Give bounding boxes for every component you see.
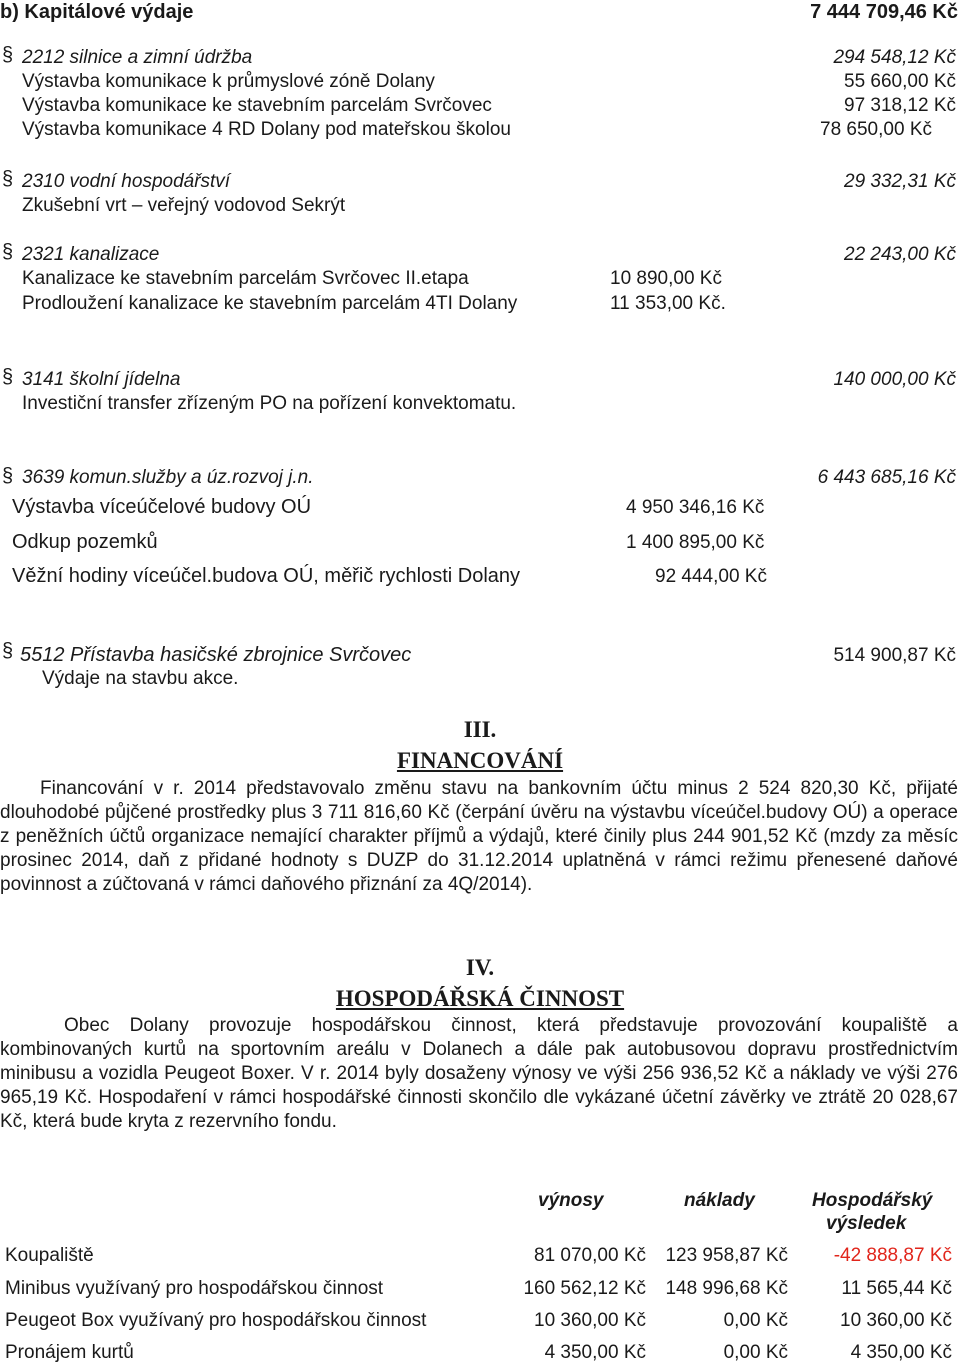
table-row-name: Minibus využívaný pro hospodářskou činnost — [5, 1278, 384, 1299]
column-header-income: výnosy — [538, 1190, 604, 1211]
table-row-name: Peugeot Box využívaný pro hospodářskou činnost — [5, 1310, 427, 1331]
table-cell-result: 10 360,00 Kč — [840, 1310, 952, 1331]
section-symbol: § — [2, 168, 14, 190]
group-amount: 140 000,00 Kč — [833, 369, 956, 390]
table-cell-income: 81 070,00 Kč — [534, 1245, 646, 1266]
table-cell-income: 160 562,12 Kč — [523, 1278, 646, 1299]
group-amount: 6 443 685,16 Kč — [817, 467, 956, 488]
item-label: Kanalizace ke stavebním parcelám Svrčovec II.etapa — [22, 268, 469, 289]
item-amount: 11 353,00 Kč. — [610, 293, 726, 314]
column-header-cost: náklady — [684, 1190, 755, 1211]
group-amount: 29 332,31 Kč — [844, 171, 956, 192]
item-label: Výdaje na stavbu akce. — [42, 668, 239, 689]
table-cell-result: -42 888,87 Kč — [833, 1245, 952, 1266]
group-title: 2212 silnice a zimní údržba — [22, 47, 253, 68]
item-amount: 92 444,00 Kč — [655, 566, 767, 587]
table-cell-result: 11 565,44 Kč — [841, 1278, 952, 1299]
group-title: 3639 komun.služby a úz.rozvoj j.n. — [22, 467, 314, 488]
item-label: Investiční transfer zřízeným PO na pořízení konvektomatu. — [22, 393, 517, 414]
group-amount: 514 900,87 Kč — [833, 645, 956, 666]
item-amount: 97 318,12 Kč — [844, 95, 956, 116]
item-amount: 55 660,00 Kč — [844, 71, 956, 92]
section-total: 7 444 709,46 Kč — [810, 1, 958, 23]
item-label: Výstavba komunikace 4 RD Dolany pod mateřskou školou — [22, 119, 511, 140]
table-cell-cost: 148 996,68 Kč — [665, 1278, 788, 1299]
table-cell-income: 4 350,00 Kč — [544, 1342, 646, 1363]
group-amount: 22 243,00 Kč — [844, 244, 956, 265]
section-symbol: § — [2, 44, 14, 66]
table-cell-income: 10 360,00 Kč — [534, 1310, 646, 1331]
item-amount: 4 950 346,16 Kč — [626, 497, 765, 518]
item-label: Věžní hodiny víceúčel.budova OÚ, měřič rychlosti Dolany — [12, 565, 521, 587]
financing-paragraph: Financování v r. 2014 představovalo změnu stavu na bankovním účtu minus 2 524 820,30 Kč, přijaté dlouhodobé půjčené prostředky plus 3 711 816,60 Kč (čerpání úvěru na výstavbu víceúčel.budovy OÚ) a operace z peněžních účtů organizace nemající charakter příjmů a výdajů, které činily plus 244 901,52 Kč (mzdy za měsíc prosinec 2014, daň z přidané hodnoty s DUZP do 31.12.2014 uplatněná v rámci režimu přenesené daňové povinnost a zúčtovaná v rámci daňového přiznání za 4Q/2014). — [0, 778, 958, 895]
table-row-name: Pronájem kurtů — [5, 1342, 134, 1363]
group-title: 5512 Přístavba hasičské zbrojnice Svrčovec — [20, 644, 412, 666]
item-label: Odkup pozemků — [12, 531, 158, 553]
section-symbol: § — [2, 366, 14, 388]
section-numeral: III. — [463, 717, 497, 742]
item-label: Výstavba komunikace k průmyslové zóně Dolany — [22, 71, 435, 92]
section-title: FINANCOVÁNÍ — [396, 748, 564, 773]
column-header-result: Hospodářský — [812, 1190, 933, 1211]
item-label: Výstavba víceúčelové budovy OÚ — [12, 496, 312, 518]
item-amount: 78 650,00 Kč — [820, 119, 932, 140]
section-symbol: § — [2, 465, 14, 487]
item-label: Zkušební vrt – veřejný vodovod Sekrýt — [22, 195, 346, 216]
item-label: Výstavba komunikace ke stavebním parcelám Svrčovec — [22, 95, 492, 116]
item-amount: 1 400 895,00 Kč — [626, 532, 765, 553]
column-header-result-2: výsledek — [826, 1213, 907, 1234]
group-amount: 294 548,12 Kč — [833, 47, 956, 68]
table-cell-cost: 0,00 Kč — [723, 1310, 788, 1331]
section-numeral: IV. — [465, 955, 495, 980]
table-cell-cost: 0,00 Kč — [723, 1342, 788, 1363]
table-cell-cost: 123 958,87 Kč — [665, 1245, 788, 1266]
table-row-name: Koupaliště — [5, 1245, 94, 1266]
group-title: 3141 školní jídelna — [22, 369, 181, 390]
section-heading: b) Kapitálové výdaje — [0, 1, 194, 23]
section-title: HOSPODÁŘSKÁ ČINNOST — [335, 986, 625, 1011]
group-title: 2310 vodní hospodářství — [22, 171, 231, 192]
item-label: Prodloužení kanalizace ke stavebním parcelám 4TI Dolany — [22, 293, 518, 314]
section-symbol: § — [2, 640, 14, 662]
table-cell-result: 4 350,00 Kč — [850, 1342, 952, 1363]
section-symbol: § — [2, 241, 14, 263]
business-paragraph: Obec Dolany provozuje hospodářskou činnost, která představuje provozování koupaliště a kombinovaných kurtů na sportovním areálu v Dolanech a dále pak autobusovou dopravu prostřednictvím minibusu a vozidla Peugeot Boxer. V r. 2014 byly dosaženy výnosy ve výši 256 936,52 Kč a náklady ve výši 276 965,19 Kč. Hospodaření v rámci hospodářské činnosti skončilo dle vykázané účetní závěrky ve ztrátě 20 028,67 Kč, která bude kryta z rezervního fondu. — [0, 1015, 958, 1132]
group-title: 2321 kanalizace — [22, 244, 160, 265]
item-amount: 10 890,00 Kč — [610, 268, 722, 289]
